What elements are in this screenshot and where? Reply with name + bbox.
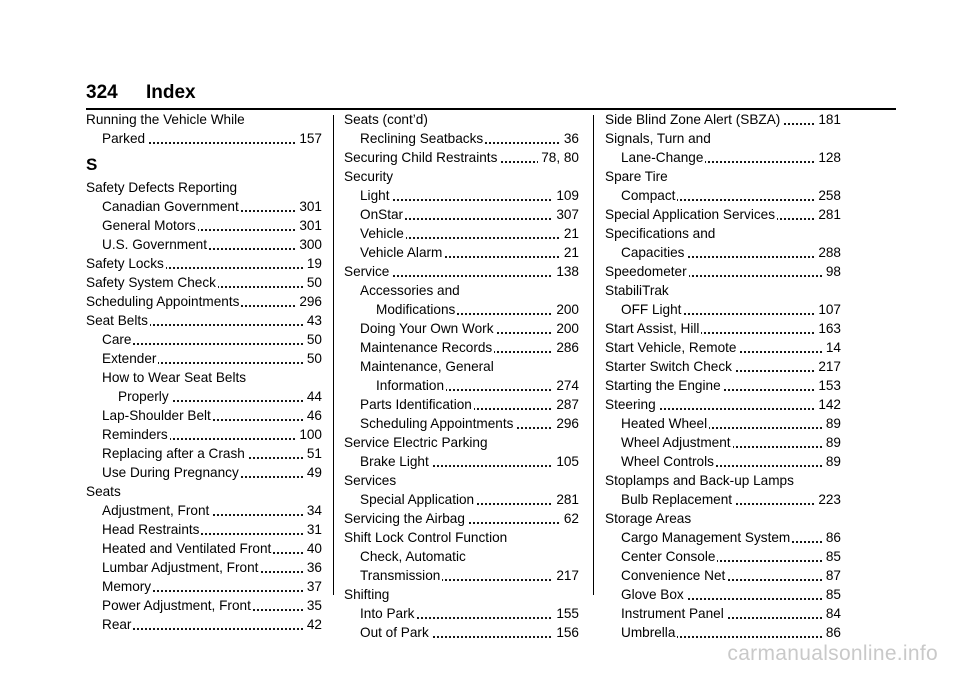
entry-label: Modifications bbox=[376, 302, 456, 317]
index-entry bbox=[605, 414, 841, 433]
entry-page-number: 142 bbox=[815, 395, 841, 414]
entry-page-number: 153 bbox=[815, 376, 841, 395]
index-entry bbox=[86, 349, 322, 368]
entry-page-number: 301 bbox=[296, 216, 322, 235]
entry-page-number: 89 bbox=[823, 433, 841, 452]
index-entry bbox=[344, 357, 579, 376]
index-entry bbox=[86, 425, 322, 444]
entry-label: Heated Wheel bbox=[621, 416, 708, 431]
entry-label: Transmission bbox=[360, 568, 441, 583]
entry-page-number: 19 bbox=[304, 254, 322, 273]
entry-label: Service Electric Parking bbox=[344, 435, 488, 450]
index-entry bbox=[86, 444, 322, 463]
entry-page-number: 50 bbox=[304, 273, 322, 292]
index-entry bbox=[605, 376, 841, 395]
index-entry bbox=[344, 129, 579, 148]
index-entry bbox=[605, 205, 841, 224]
index-entry bbox=[605, 585, 841, 604]
entry-label: Maintenance, General bbox=[360, 359, 494, 374]
entry-label: How to Wear Seat Belts bbox=[102, 370, 247, 385]
entry-page-number: 44 bbox=[304, 387, 322, 406]
entry-label: Steering bbox=[605, 397, 656, 412]
index-entry bbox=[344, 566, 579, 585]
entry-label: Services bbox=[344, 473, 397, 488]
entry-page-number: 274 bbox=[553, 376, 579, 395]
index-entry bbox=[605, 338, 841, 357]
index-entry bbox=[344, 148, 579, 167]
entry-label: Storage Areas bbox=[605, 511, 692, 526]
index-entry bbox=[344, 224, 579, 243]
entry-page-number: 105 bbox=[553, 452, 579, 471]
index-entry bbox=[605, 528, 841, 547]
entry-page-number: 217 bbox=[815, 357, 841, 376]
entry-label: Parked bbox=[102, 131, 146, 146]
entry-label: Adjustment, Front bbox=[102, 503, 210, 518]
entry-label: StabiliTrak bbox=[605, 283, 669, 298]
index-entry bbox=[344, 338, 579, 357]
entry-page-number: 85 bbox=[823, 585, 841, 604]
leader-dots bbox=[102, 343, 322, 345]
index-entry bbox=[344, 243, 579, 262]
entry-label: Care bbox=[102, 332, 132, 347]
section-letter bbox=[86, 148, 322, 178]
entry-page-number: 78, 80 bbox=[538, 148, 579, 167]
index-entry bbox=[86, 330, 322, 349]
index-entry bbox=[605, 129, 841, 148]
entry-page-number: 40 bbox=[304, 539, 322, 558]
entry-page-number: 200 bbox=[553, 319, 579, 338]
entry-label: Glove Box bbox=[621, 587, 684, 602]
column-divider bbox=[593, 115, 594, 595]
index-entry bbox=[86, 482, 322, 501]
index-entry bbox=[344, 205, 579, 224]
entry-label: Spare Tire bbox=[605, 169, 668, 184]
entry-label: Shifting bbox=[344, 587, 390, 602]
entry-label: Heated and Ventilated Front bbox=[102, 541, 272, 556]
entry-label: Properly bbox=[118, 389, 169, 404]
entry-page-number: 288 bbox=[815, 243, 841, 262]
entry-label: Reclining Seatbacks bbox=[360, 131, 484, 146]
index-entry bbox=[344, 547, 579, 566]
index-entry bbox=[605, 319, 841, 338]
entry-label: Umbrella bbox=[621, 625, 676, 640]
entry-label: Side Blind Zone Alert (SBZA) bbox=[605, 112, 781, 127]
entry-page-number: 109 bbox=[553, 186, 579, 205]
entry-label: General Motors bbox=[102, 218, 196, 233]
entry-label: Maintenance Records bbox=[360, 340, 493, 355]
entry-label: Vehicle bbox=[360, 226, 404, 241]
entry-label: Lane-Change bbox=[621, 150, 704, 165]
entry-page-number: 301 bbox=[296, 197, 322, 216]
entry-label: Extender bbox=[102, 351, 157, 366]
entry-label: Power Adjustment, Front bbox=[102, 598, 251, 613]
index-entry bbox=[86, 178, 322, 197]
index-entry bbox=[344, 433, 579, 452]
index-entry bbox=[344, 262, 579, 281]
watermark: carmanualsonline.info bbox=[727, 642, 938, 665]
entry-page-number: 281 bbox=[553, 490, 579, 509]
entry-page-number: 43 bbox=[304, 311, 322, 330]
index-entry bbox=[344, 471, 579, 490]
entry-page-number: 84 bbox=[823, 604, 841, 623]
entry-label: Safety System Check bbox=[86, 275, 216, 290]
index-entry bbox=[86, 311, 322, 330]
index-entry bbox=[344, 167, 579, 186]
entry-label: Instrument Panel bbox=[621, 606, 724, 621]
index-entry bbox=[605, 224, 841, 243]
index-entry bbox=[86, 129, 322, 148]
index-entry bbox=[605, 110, 841, 129]
index-entry bbox=[605, 395, 841, 414]
entry-label: Wheel Controls bbox=[621, 454, 714, 469]
entry-label: Stoplamps and Back-up Lamps bbox=[605, 473, 794, 488]
entry-label: Canadian Government bbox=[102, 199, 239, 214]
entry-label: Doing Your Own Work bbox=[360, 321, 494, 336]
index-entry bbox=[605, 433, 841, 452]
entry-label: Seats (cont’d) bbox=[344, 112, 428, 127]
index-entry bbox=[86, 501, 322, 520]
entry-page-number: 35 bbox=[304, 596, 322, 615]
entry-page-number: 31 bbox=[304, 520, 322, 539]
index-entry bbox=[605, 547, 841, 566]
entry-label: Brake Light bbox=[360, 454, 429, 469]
entry-page-number: 258 bbox=[815, 186, 841, 205]
entry-page-number: 181 bbox=[815, 110, 841, 129]
index-entry bbox=[605, 300, 841, 319]
entry-label: Rear bbox=[102, 617, 132, 632]
column-divider bbox=[333, 115, 334, 595]
entry-page-number: 296 bbox=[553, 414, 579, 433]
index-entry bbox=[86, 110, 322, 129]
entry-page-number: 21 bbox=[561, 243, 579, 262]
index-entry bbox=[605, 471, 841, 490]
entry-page-number: 87 bbox=[823, 566, 841, 585]
entry-label: Convenience Net bbox=[621, 568, 726, 583]
index-column-3 bbox=[605, 110, 841, 640]
index-entry bbox=[605, 509, 841, 528]
entry-page-number: 155 bbox=[553, 604, 579, 623]
index-column-1 bbox=[86, 110, 322, 632]
entry-label: Starting the Engine bbox=[605, 378, 721, 393]
index-entry bbox=[344, 281, 579, 300]
index-entry bbox=[605, 243, 841, 262]
index-entry bbox=[86, 463, 322, 482]
entry-page-number: 100 bbox=[296, 425, 322, 444]
entry-page-number: 157 bbox=[296, 129, 322, 148]
entry-page-number: 107 bbox=[815, 300, 841, 319]
index-entry bbox=[86, 292, 322, 311]
index-entry bbox=[605, 167, 841, 186]
entry-label: Start Assist, Hill bbox=[605, 321, 700, 336]
entry-page-number: 286 bbox=[553, 338, 579, 357]
entry-label: Capacities bbox=[621, 245, 685, 260]
entry-label: Special Application bbox=[360, 492, 475, 507]
index-entry bbox=[605, 490, 841, 509]
entry-label: Accessories and bbox=[360, 283, 460, 298]
entry-label: Compact bbox=[621, 188, 676, 203]
entry-label: Special Application Services bbox=[605, 207, 776, 222]
index-entry bbox=[86, 558, 322, 577]
leader-dots bbox=[360, 199, 579, 201]
index-entry bbox=[344, 585, 579, 604]
entry-page-number: 49 bbox=[304, 463, 322, 482]
entry-page-number: 281 bbox=[815, 205, 841, 224]
index-entry bbox=[86, 235, 322, 254]
index-entry bbox=[605, 604, 841, 623]
entry-page-number: 138 bbox=[553, 262, 579, 281]
index-entry bbox=[344, 414, 579, 433]
index-entry bbox=[605, 262, 841, 281]
entry-page-number: 21 bbox=[561, 224, 579, 243]
entry-label: OFF Light bbox=[621, 302, 682, 317]
entry-page-number: 36 bbox=[304, 558, 322, 577]
entry-label: Out of Park bbox=[360, 625, 429, 640]
entry-label: Security bbox=[344, 169, 394, 184]
index-entry bbox=[605, 566, 841, 585]
index-entry bbox=[86, 368, 322, 387]
entry-label: S bbox=[86, 155, 98, 174]
index-entry bbox=[344, 376, 579, 395]
entry-page-number: 46 bbox=[304, 406, 322, 425]
entry-label: Lumbar Adjustment, Front bbox=[102, 560, 259, 575]
index-entry bbox=[344, 528, 579, 547]
entry-label: Vehicle Alarm bbox=[360, 245, 443, 260]
entry-page-number: 287 bbox=[553, 395, 579, 414]
entry-page-number: 223 bbox=[815, 490, 841, 509]
page-header bbox=[86, 80, 896, 110]
entry-label: Scheduling Appointments bbox=[360, 416, 514, 431]
index-entry bbox=[344, 509, 579, 528]
index-entry bbox=[344, 604, 579, 623]
leader-dots bbox=[102, 628, 322, 630]
entry-label: Signals, Turn and bbox=[605, 131, 711, 146]
index-entry bbox=[86, 387, 322, 406]
entry-page-number: 86 bbox=[823, 528, 841, 547]
index-entry bbox=[605, 186, 841, 205]
entry-page-number: 296 bbox=[296, 292, 322, 311]
entry-label: Starter Switch Check bbox=[605, 359, 732, 374]
entry-label: Servicing the Airbag bbox=[344, 511, 465, 526]
entry-page-number: 300 bbox=[296, 235, 322, 254]
entry-page-number: 89 bbox=[823, 452, 841, 471]
entry-page-number: 62 bbox=[561, 509, 579, 528]
index-entry bbox=[344, 319, 579, 338]
index-entry bbox=[605, 281, 841, 300]
entry-label: Securing Child Restraints bbox=[344, 150, 498, 165]
entry-page-number: 307 bbox=[553, 205, 579, 224]
entry-label: Bulb Replacement bbox=[621, 492, 733, 507]
entry-label: Information bbox=[376, 378, 445, 393]
index-entry bbox=[86, 254, 322, 273]
entry-label: Reminders bbox=[102, 427, 168, 442]
index-entry bbox=[605, 623, 841, 642]
index-entry bbox=[86, 596, 322, 615]
entry-page-number: 163 bbox=[815, 319, 841, 338]
entry-label: Speedometer bbox=[605, 264, 687, 279]
index-entry bbox=[344, 490, 579, 509]
entry-label: Start Vehicle, Remote bbox=[605, 340, 737, 355]
entry-label: Scheduling Appointments bbox=[86, 294, 240, 309]
entry-page-number: 86 bbox=[823, 623, 841, 642]
entry-label: OnStar bbox=[360, 207, 404, 222]
entry-label: Parts Identification bbox=[360, 397, 472, 412]
index-entry bbox=[86, 520, 322, 539]
index-entry bbox=[86, 197, 322, 216]
entry-label: Shift Lock Control Function bbox=[344, 530, 508, 545]
index-entry bbox=[86, 406, 322, 425]
index-entry bbox=[86, 577, 322, 596]
entry-page-number: 85 bbox=[823, 547, 841, 566]
entry-page-number: 51 bbox=[304, 444, 322, 463]
entry-label: Seats bbox=[86, 484, 121, 499]
index-entry bbox=[86, 539, 322, 558]
entry-page-number: 128 bbox=[815, 148, 841, 167]
entry-label: Cargo Management System bbox=[621, 530, 791, 545]
entry-page-number: 156 bbox=[553, 623, 579, 642]
page-number: 324 bbox=[86, 82, 118, 103]
index-entry bbox=[86, 216, 322, 235]
entry-label: Use During Pregnancy bbox=[102, 465, 239, 480]
entry-label: Running the Vehicle While bbox=[86, 112, 245, 127]
index-entry bbox=[344, 452, 579, 471]
entry-page-number: 34 bbox=[304, 501, 322, 520]
index-entry bbox=[344, 110, 579, 129]
entry-label: Seat Belts bbox=[86, 313, 148, 328]
entry-page-number: 36 bbox=[561, 129, 579, 148]
entry-page-number: 14 bbox=[823, 338, 841, 357]
entry-page-number: 200 bbox=[553, 300, 579, 319]
entry-label: Into Park bbox=[360, 606, 415, 621]
index-entry bbox=[344, 623, 579, 642]
entry-label: U.S. Government bbox=[102, 237, 208, 252]
index-entry bbox=[86, 615, 322, 634]
index-entry bbox=[605, 357, 841, 376]
entry-page-number: 89 bbox=[823, 414, 841, 433]
entry-label: Safety Defects Reporting bbox=[86, 180, 238, 195]
entry-label: Lap-Shoulder Belt bbox=[102, 408, 211, 423]
index-entry bbox=[344, 395, 579, 414]
entry-label: Memory bbox=[102, 579, 152, 594]
index-column-2 bbox=[344, 110, 579, 640]
entry-page-number: 37 bbox=[304, 577, 322, 596]
entry-label: Safety Locks bbox=[86, 256, 164, 271]
entry-label: Light bbox=[360, 188, 390, 203]
index-entry bbox=[86, 273, 322, 292]
entry-page-number: 50 bbox=[304, 330, 322, 349]
page-title: Index bbox=[146, 82, 196, 103]
entry-page-number: 42 bbox=[304, 615, 322, 634]
entry-page-number: 217 bbox=[553, 566, 579, 585]
entry-page-number: 50 bbox=[304, 349, 322, 368]
entry-label: Head Restraints bbox=[102, 522, 200, 537]
entry-page-number: 98 bbox=[823, 262, 841, 281]
index-entry bbox=[344, 300, 579, 319]
index-entry bbox=[605, 452, 841, 471]
entry-label: Specifications and bbox=[605, 226, 716, 241]
entry-label: Check, Automatic bbox=[360, 549, 466, 564]
entry-label: Replacing after a Crash bbox=[102, 446, 245, 461]
entry-label: Wheel Adjustment bbox=[621, 435, 731, 450]
entry-label: Service bbox=[344, 264, 390, 279]
index-entry bbox=[605, 148, 841, 167]
entry-label: Center Console bbox=[621, 549, 716, 564]
index-entry bbox=[344, 186, 579, 205]
